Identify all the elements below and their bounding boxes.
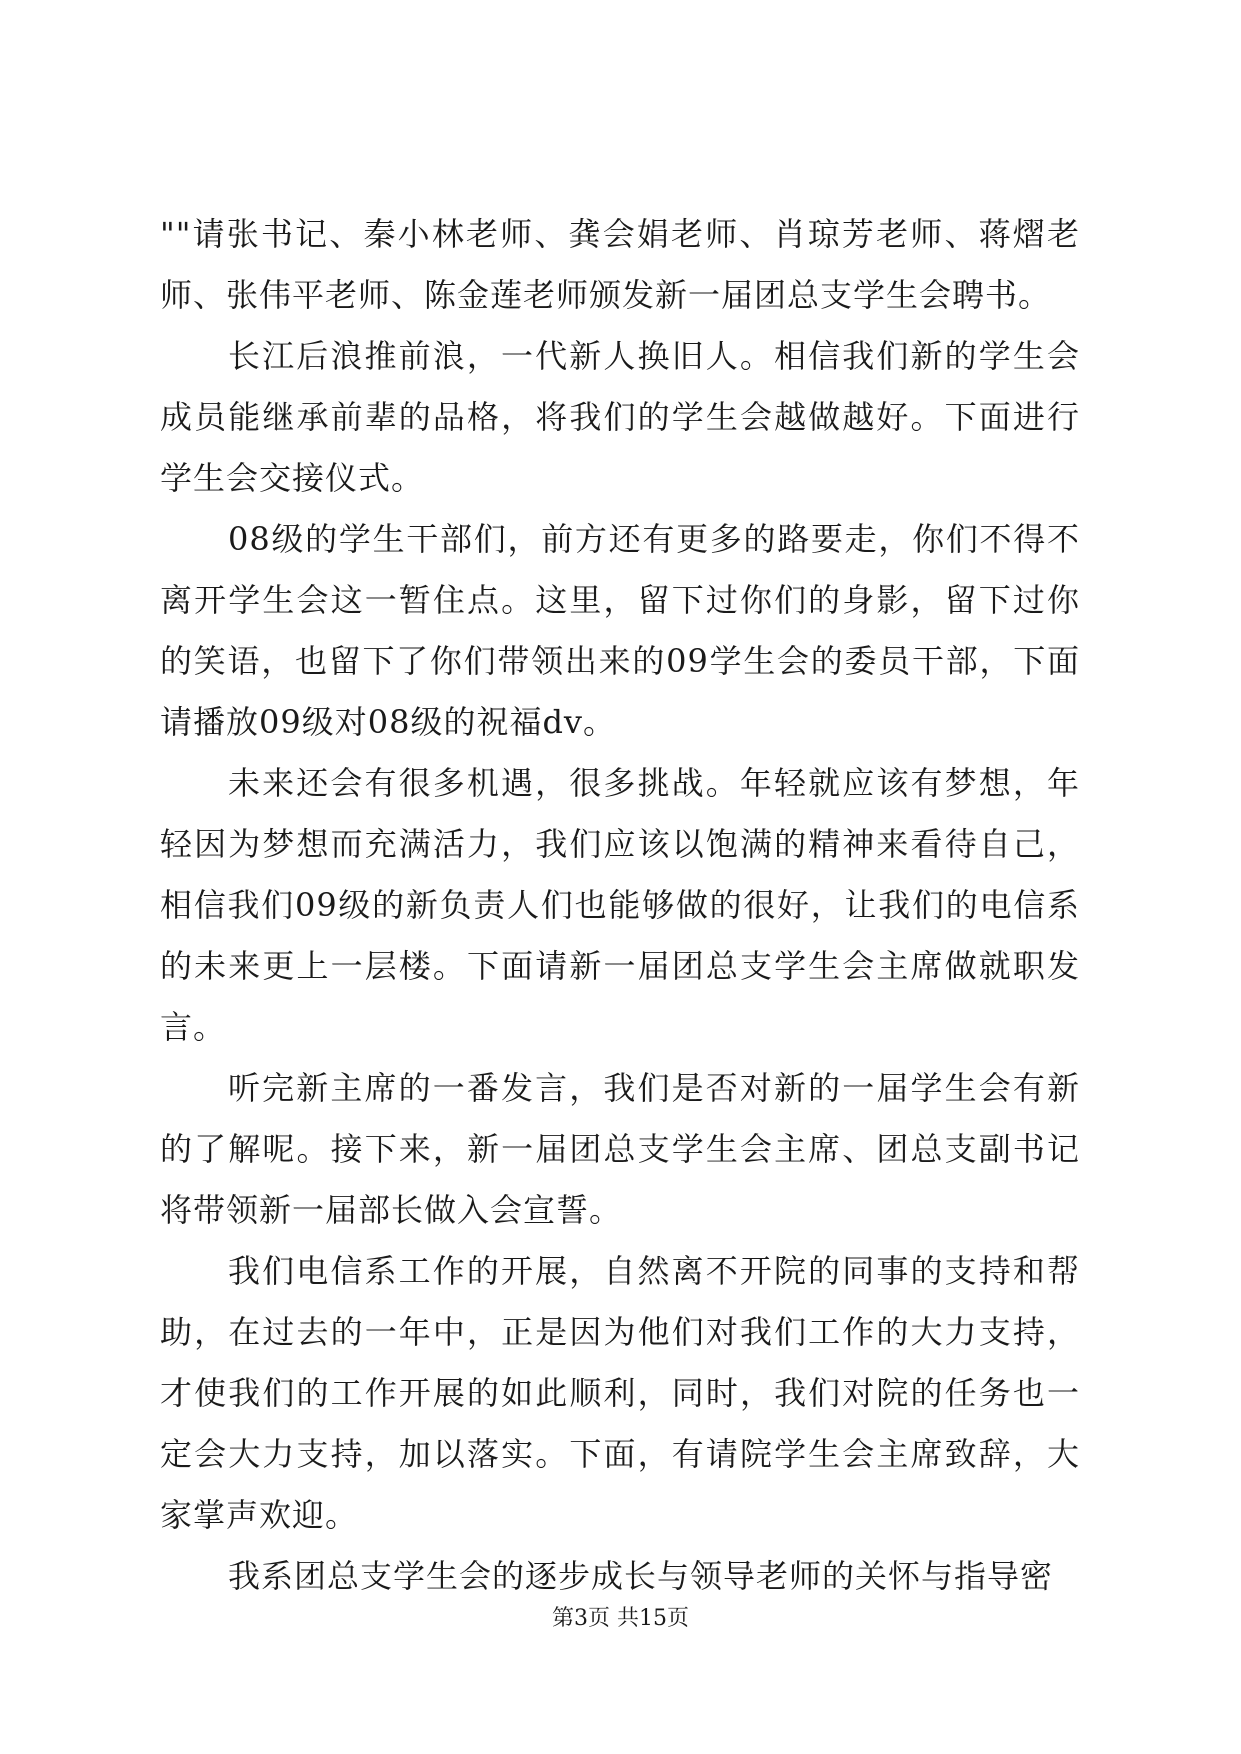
paragraph-6: 我们电信系工作的开展，自然离不开院的同事的支持和帮助，在过去的一年中，正是因为他们对我们工作的大力支持，才使我们的工作开展的如此顺利，同时，我们对院的任务也一定会大力支持，加以落实。下面，有请院学生会主席致辞，大家掌声欢迎。 bbox=[160, 1252, 1080, 1534]
paragraph-1: ""请张书记、秦小林老师、龚会娟老师、肖琼芳老师、蒋熠老师、张伟平老师、陈金莲老师颁发新一届团总支学生会聘书。 bbox=[160, 215, 1080, 314]
paragraph-7: 我系团总支学生会的逐步成长与领导老师的关怀与指导密 bbox=[228, 1557, 1054, 1595]
paragraph-4: 未来还会有很多机遇，很多挑战。年轻就应该有梦想，年轻因为梦想而充满活力，我们应该以饱满的精神来看待自己，相信我们09级的新负责人们也能够做的很好，让我们的电信系的未来更上一层楼。下面请新一届团总支学生会主席做就职发言。 bbox=[160, 764, 1080, 1046]
paragraph-5: 听完新主席的一番发言，我们是否对新的一届学生会有新的了解呢。接下来，新一届团总支学生会主席、团总支副书记将带领新一届部长做入会宣誓。 bbox=[160, 1069, 1080, 1229]
paragraph-2: 长江后浪推前浪，一代新人换旧人。相信我们新的学生会成员能继承前辈的品格，将我们的学生会越做越好。下面进行学生会交接仪式。 bbox=[160, 337, 1080, 497]
paragraph-3: 08级的学生干部们，前方还有更多的路要走，你们不得不离开学生会这一暂住点。这里，留下过你们的身影，留下过你的笑语，也留下了你们带领出来的09学生会的委员干部，下面请播放09级对08级的祝福dv。 bbox=[160, 520, 1080, 741]
page-number-footer: 第3页 共15页 bbox=[552, 1606, 689, 1631]
document-body bbox=[160, 204, 1080, 1607]
